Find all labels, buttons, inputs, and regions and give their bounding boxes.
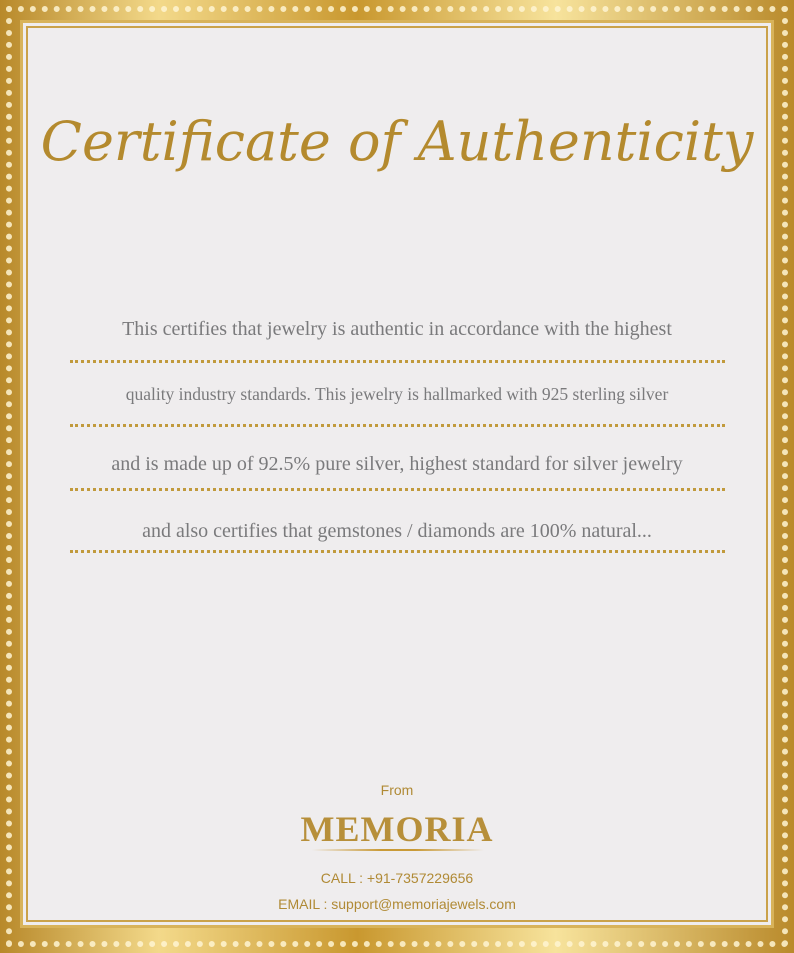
- certificate-line-4: and also certifies that gemstones / diamonds are 100% natural...: [142, 520, 652, 542]
- email-text: EMAIL : support@memoriajewels.com: [278, 896, 516, 912]
- brand-logo: MEMORIA: [300, 809, 494, 849]
- call-text: CALL : +91-7357229656: [320, 870, 474, 886]
- certificate-line-3: and is made up of 92.5% pure silver, highest standard for silver jewelry: [111, 453, 683, 475]
- brand-underline: [312, 849, 484, 851]
- from-label: From: [380, 782, 414, 798]
- dotted-rule-1: [70, 360, 725, 363]
- dotted-rule-3: [70, 488, 725, 491]
- certificate-title: Certificate of Authenticity: [40, 110, 754, 173]
- certificate-line-1: This certifies that jewelry is authentic in accordance with the highest: [122, 318, 672, 340]
- dotted-rule-2: [70, 424, 725, 427]
- dotted-rule-4: [70, 550, 725, 553]
- certificate-line-2: quality industry standards. This jewelry is hallmarked with 925 sterling silver: [125, 384, 669, 404]
